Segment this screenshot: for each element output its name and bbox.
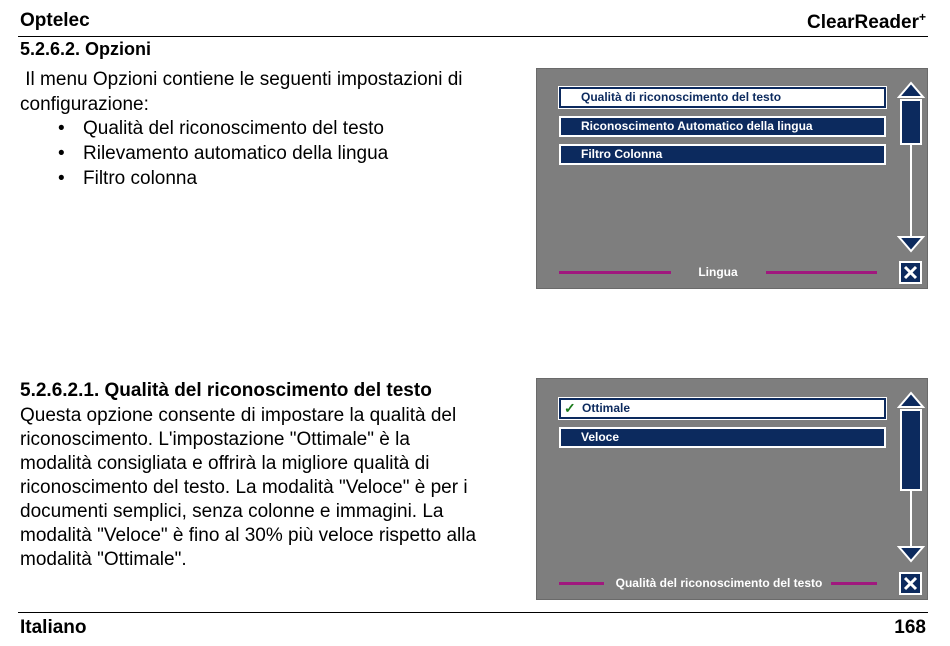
close-icon[interactable] bbox=[899, 261, 922, 284]
body-line: modalità "Veloce" è fino al 30% più veloce rispetto alla bbox=[20, 525, 477, 546]
body-line: Questa opzione consente di impostare la qualità del bbox=[20, 405, 457, 426]
bottom-label-bar bbox=[559, 265, 877, 279]
section-intro bbox=[20, 67, 520, 117]
check-icon: ✓ bbox=[564, 400, 576, 416]
header-product bbox=[807, 10, 926, 34]
menu-item-column-filter[interactable]: Filtro Colonna bbox=[559, 144, 886, 165]
header-divider bbox=[18, 36, 928, 37]
body-line: documenti semplici, senza colonne e immagini. La bbox=[20, 501, 444, 522]
bullet-text: Filtro colonna bbox=[83, 168, 198, 189]
header-product-name: ClearReader bbox=[807, 12, 919, 33]
header-brand: Optelec bbox=[20, 10, 90, 31]
bullet-dot: • bbox=[58, 168, 65, 189]
scroll-thumb[interactable] bbox=[901, 100, 921, 144]
close-icon[interactable] bbox=[899, 572, 922, 595]
bullet-text: Qualità del riconoscimento del testo bbox=[83, 118, 384, 139]
bar-line-right bbox=[766, 271, 877, 274]
bar-line-left bbox=[559, 582, 604, 585]
subsection-body bbox=[20, 404, 530, 572]
scroll-down-icon[interactable] bbox=[899, 547, 923, 561]
menu-item-optimal[interactable] bbox=[559, 398, 886, 419]
menu-item-auto-language[interactable]: Riconoscimento Automatico della lingua bbox=[559, 116, 886, 137]
bullet-dot: • bbox=[58, 118, 65, 139]
footer-divider bbox=[18, 612, 928, 613]
intro-line: configurazione: bbox=[20, 94, 149, 115]
bullet-dot: • bbox=[58, 143, 65, 164]
menu-item-fast[interactable]: Veloce bbox=[559, 427, 886, 448]
bullet-item bbox=[20, 166, 388, 191]
recognition-quality-screen bbox=[536, 378, 928, 600]
section-title: 5.2.6.2. Opzioni bbox=[20, 39, 152, 59]
options-menu-screen bbox=[536, 68, 928, 289]
intro-line: Il menu Opzioni contiene le seguenti impostazioni di bbox=[20, 69, 463, 90]
bullet-text: Rilevamento automatico della lingua bbox=[83, 143, 389, 164]
bar-line-left bbox=[559, 271, 671, 274]
options-bullet-list bbox=[20, 116, 388, 191]
scroll-up-icon[interactable] bbox=[899, 83, 923, 97]
scroll-down-icon[interactable] bbox=[899, 237, 923, 251]
bar-line-right bbox=[831, 582, 877, 585]
bottom-label: Lingua bbox=[698, 265, 738, 279]
bottom-label: Qualità del riconoscimento del testo bbox=[615, 576, 823, 590]
menu-item-optimal-label: Ottimale bbox=[582, 401, 631, 415]
body-line: modalità consigliata e offrirà la migliore qualità di bbox=[20, 453, 430, 474]
header-product-sup: + bbox=[918, 10, 926, 24]
subsection-title: 5.2.6.2.1. Qualità del riconoscimento del testo bbox=[20, 380, 432, 401]
body-line: riconoscimento del testo. La modalità "Veloce" è per i bbox=[20, 477, 468, 498]
scrollbar[interactable] bbox=[897, 391, 925, 566]
bottom-label-bar bbox=[559, 576, 877, 590]
scroll-up-icon[interactable] bbox=[899, 393, 923, 407]
page-number: 168 bbox=[894, 617, 926, 638]
scrollbar[interactable] bbox=[897, 81, 925, 256]
body-line: modalità "Ottimale". bbox=[20, 549, 187, 570]
bullet-item bbox=[20, 141, 388, 166]
bullet-item bbox=[20, 116, 388, 141]
body-line: riconoscimento. L'impostazione "Ottimale" è la bbox=[20, 429, 410, 450]
footer-language: Italiano bbox=[20, 617, 87, 638]
scroll-thumb[interactable] bbox=[901, 410, 921, 490]
menu-item-recognition-quality[interactable]: Qualità di riconoscimento del testo bbox=[559, 87, 886, 108]
